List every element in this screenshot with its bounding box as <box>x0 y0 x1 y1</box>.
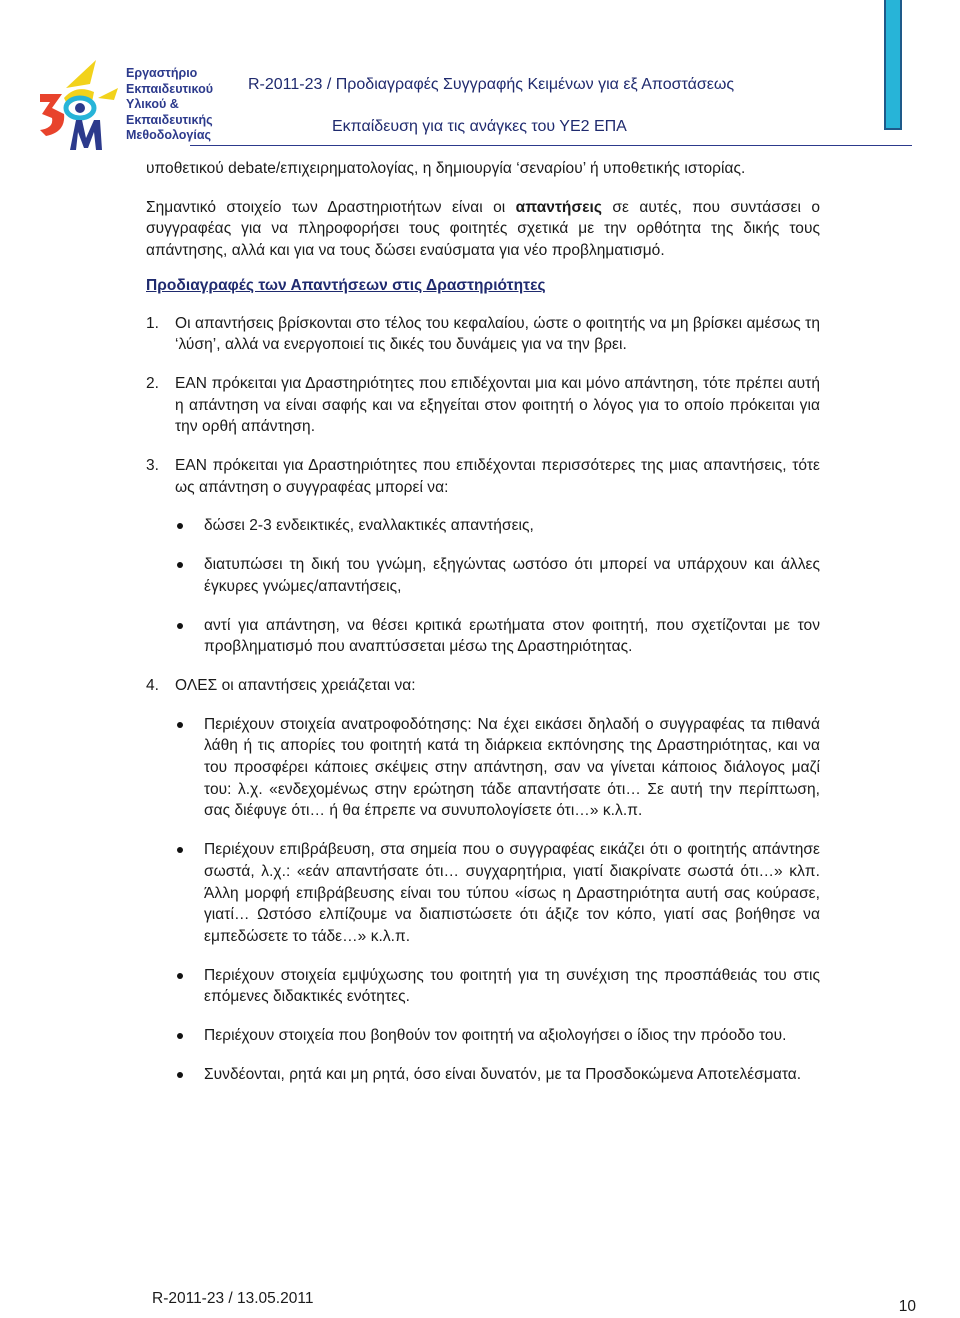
header-subtitle: Εκπαίδευση για τις ανάγκες του ΥΕ2 ΕΠΑ <box>332 118 627 135</box>
item-number: 4. <box>146 676 160 694</box>
bullet-text: Περιέχουν επιβράβευση, στα σημεία που ο συγγραφέας εικάζει ότι ο φοιτητής απάντησε σωστά, λ.χ.: «εάν απαντήσατε ότι… συγχαρητήρια, γιατί διακρίνατε σωστά ότι…» κλπ. Άλλη μορφή επιβράβευσης είναι του τύπου «ίσως η Δραστηριότητα αυτή σας κούρασε, γιατί… Ωστόσο ελπίζουμε να διαπιστώσετε ότι άξιζε τον κόπο, γιατί σας βοήθησε να εμπεδώσετε το τάδε…» κ.λ.π. <box>204 841 820 945</box>
paragraph-bold-term: απαντήσεις <box>515 198 602 216</box>
footer-doc-ref: R-2011-23 / 13.05.2011 <box>152 1290 314 1307</box>
bullet-icon <box>177 523 183 529</box>
bullet-list <box>146 515 820 658</box>
logo-line: Μεθοδολογίας <box>126 128 211 142</box>
logo-line: Υλικού & <box>126 97 179 111</box>
bullet-list <box>146 714 820 1086</box>
logo-line: Εκπαιδευτικού <box>126 81 213 96</box>
bullet-icon <box>177 623 183 629</box>
bullet-item <box>146 1025 820 1047</box>
document-body <box>146 158 820 1086</box>
bullet-icon <box>177 847 183 853</box>
logo-text <box>126 66 226 144</box>
intro-continuation: υποθετικού debate/επιχειρηματολογίας, η δημιουργία ‘σεναρίου’ ή υποθετικής ιστορίας. <box>146 160 746 177</box>
item-number: 1. <box>146 314 160 332</box>
bullet-item <box>146 965 820 1008</box>
item-number: 2. <box>146 374 160 392</box>
section-heading: Προδιαγραφές των Απαντήσεων στις Δραστηριότητες <box>146 276 546 294</box>
paragraph-text: Σημαντικό στοιχείο των Δραστηριοτήτων είναι οι <box>146 198 516 216</box>
list-item <box>146 455 820 498</box>
item-text: Οι απαντήσεις βρίσκονται στο τέλος του κεφαλαίου, ώστε ο φοιτητής να μη βρίσκει αμέσως τη ‘λύση’, αλλά να ενεργοποιεί τις δικές του δυνάμεις για να την βρει. <box>175 314 820 354</box>
answers-paragraph <box>146 197 820 262</box>
bullet-item <box>146 839 820 948</box>
list-item <box>146 675 820 697</box>
bullet-icon <box>177 1072 183 1078</box>
header-title: R-2011-23 / Προδιαγραφές Συγγραφής Κειμένων για εξ Αποστάσεως <box>248 76 735 93</box>
bullet-text: αντί για απάντηση, να θέσει κριτικά ερωτήματα στον φοιτητή, που σχετίζονται με τον προβληματισμό που αναπτύσσεται μέσω της Δραστηριότητας. <box>204 616 820 656</box>
bullet-text: διατυπώσει τη δική του γνώμη, εξηγώντας ωστόσο ότι μπορεί να υπάρχουν και άλλες έγκυρες γνώμες/απαντήσεις, <box>204 556 820 595</box>
logo-line: Εκπαιδευτικής <box>126 112 213 127</box>
bullet-item <box>146 714 820 823</box>
bullet-item <box>146 1064 820 1086</box>
item-text: ΕΑΝ πρόκειται για Δραστηριότητες που επιδέχονται περισσότερες της μιας απαντήσεις, τότε ως απάντηση ο συγγραφέας μπορεί να: <box>175 457 820 496</box>
bullet-text: Περιέχουν στοιχεία που βοηθούν τον φοιτητή να αξιολογήσει ο ίδιος την πρόοδο του. <box>204 1027 787 1045</box>
bullet-text: Περιέχουν στοιχεία εμψύχωσης του φοιτητή για τη συνέχιση της προσπάθειάς του στις επόμενες διδακτικές ενότητες. <box>204 966 820 1006</box>
list-item <box>146 373 820 438</box>
list-item <box>146 313 820 356</box>
logo-3em-mark-icon <box>40 60 118 150</box>
bullet-text: δώσει 2-3 ενδεικτικές, εναλλακτικές απαντήσεις, <box>204 517 534 535</box>
header-divider <box>190 145 912 146</box>
bullet-item <box>146 615 820 658</box>
page-number: 10 <box>898 1298 916 1315</box>
bullet-text: Συνδέονται, ρητά και μη ρητά, όσο είναι δυνατόν, με τα Προσδοκώμενα Αποτελέσματα. <box>204 1065 802 1083</box>
item-text: ΟΛΕΣ οι απαντήσεις χρειάζεται να: <box>175 676 416 694</box>
bullet-item <box>146 515 820 537</box>
bullet-icon <box>177 722 183 728</box>
bullet-item <box>146 554 820 597</box>
bullet-icon <box>177 973 183 979</box>
item-number: 3. <box>146 457 160 475</box>
accent-bar <box>884 0 902 130</box>
bullet-text: Περιέχουν στοιχεία ανατροφοδότησης: Να έχει εικάσει δηλαδή ο συγγραφέας τα πιθανά λάθη ή τις απορίες του φοιτητή κατά τη διάρκεια εκπόνησης της Δραστηριότητας, και να του προσφέρει κάποιες σκέψεις στην απάντηση, σαν να γίνεται κάποιος διάλογος μαζί του: λ.χ. «ενδεχομένως στην ερώτηση τάδε απαντήσατε ότι… Σε αυτή την περίπτωση, σας διέφυγε ότι… ή θα έπρεπε να συνυπολογίσετε ότι…» κ.λ.π. <box>204 715 820 820</box>
paragraph-text: σε αυτές, που συντάσσει ο συγγραφέας για να πληροφορήσει τους φοιτητές σχετικά με την ορθότητα της δικής τους απάντησης, αλλά και για να τους δώσει εναύσματα για νέο προβληματισμό. <box>146 198 821 260</box>
bullet-icon <box>177 562 183 568</box>
logo-line: Εργαστήριο <box>126 66 198 80</box>
item-text: ΕΑΝ πρόκειται για Δραστηριότητες που επιδέχονται μια και μόνο απάντηση, τότε πρέπει αυτή η απάντηση να είναι σαφής και να εξηγείται στον φοιτητή ο λόγος για το οποίο πρόκειται για την ορθή απάντηση. <box>175 374 820 436</box>
bullet-icon <box>177 1033 183 1039</box>
